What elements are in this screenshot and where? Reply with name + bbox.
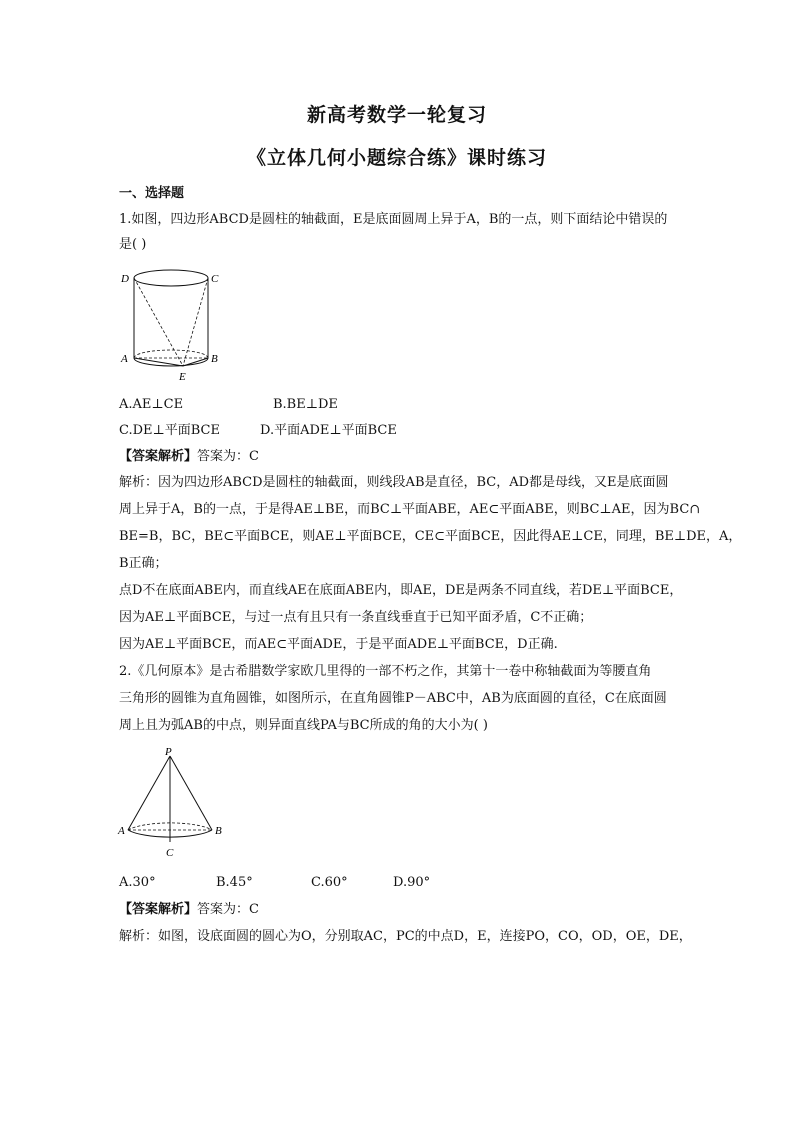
q1-stem-line: 是( ) [119, 237, 147, 252]
q1-analysis-line: 周上异于A，B的一点，于是得AE⊥BE，而BC⊥平面ABE，AE⊂平面ABE，则BC⊥AE，因为BC∩ [119, 502, 701, 517]
q1-analysis-line: 因为AE⊥平面BCE，与过一点有且只有一条直线垂直于已知平面矛盾，C不正确； [119, 610, 593, 625]
q1-option-c: C.DE⊥平面BCE [119, 423, 220, 438]
segment-pa [128, 756, 170, 830]
label-a: A [121, 353, 128, 365]
q2-stem-line: 2.《几何原本》是古希腊数学家欧几里得的一部不朽之作，其第十一卷中称轴截面为等腰直角 [119, 664, 652, 679]
label-b: B [211, 353, 218, 365]
segment-de [134, 278, 183, 366]
q1-analysis-line: 解析：因为四边形ABCD是圆柱的轴截面，则线段AB是直径，BC，AD都是母线，又E是底面圆 [119, 475, 669, 490]
label-p: P [165, 746, 172, 758]
label-d: D [121, 273, 129, 285]
q2-stem-line: 三角形的圆锥为直角圆锥，如图所示，在直角圆锥P－ABC中，AB为底面圆的直径，C在底面圆 [119, 691, 667, 706]
doc-subtitle: 《立体几何小题综合练》课时练习 [246, 147, 547, 169]
label-c: C [211, 273, 219, 285]
q2-analysis-line: 解析：如图，设底面圆的圆心为O，分别取AC，PC的中点D，E，连接PO，CO，OD，OE，DE， [119, 929, 692, 944]
segment-ae [134, 358, 183, 366]
q2-stem-line: 周上且为弧AB的中点，则异面直线PA与BC所成的角的大小为( ) [119, 718, 488, 733]
answer-label: 【答案解析】 [119, 902, 198, 917]
label-b: B [215, 825, 222, 837]
cylinder-bottom-back [134, 350, 208, 358]
q1-option-a: A.AE⊥CE [119, 397, 184, 412]
answer-text: 答案为：C [197, 902, 259, 917]
q1-analysis-line: 因为AE⊥平面BCE，而AE⊂平面ADE，于是平面ADE⊥平面BCE，D正确. [119, 637, 558, 652]
q1-stem-line: 1.如图，四边形ABCD是圆柱的轴截面，E是底面圆周上异于A，B的一点，则下面结论中错误的 [119, 212, 668, 227]
answer-label: 【答案解析】 [119, 449, 198, 464]
segment-ce [183, 278, 208, 366]
q1-option-b: B.BE⊥DE [273, 397, 338, 412]
doc-title: 新高考数学一轮复习 [306, 104, 487, 126]
q2-option-d: D.90° [393, 875, 431, 890]
q1-analysis-line: B正确； [119, 556, 168, 571]
cylinder-top-ellipse [134, 270, 208, 286]
cylinder-figure [116, 266, 226, 386]
q2-option-c: C.60° [311, 875, 348, 890]
q2-option-a: A.30° [119, 875, 156, 890]
section-heading: 一、选择题 [119, 186, 185, 201]
q2-answer [119, 900, 699, 920]
q2-option-b: B.45° [216, 875, 253, 890]
q1-analysis-line: 点D不在底面ABE内，而直线AE在底面ABE内，即AE，DE是两条不同直线，若DE⊥平面BCE， [119, 583, 683, 598]
answer-text: 答案为：C [197, 449, 259, 464]
label-e: E [179, 371, 186, 383]
q1-option-d: D.平面ADE⊥平面BCE [260, 423, 397, 438]
cone-figure [116, 746, 232, 866]
q1-analysis-line: BE=B，BC，BE⊂平面BCE，则AE⊥平面BCE，CE⊂平面BCE，因此得AE⊥CE，同理，BE⊥DE，A， [119, 529, 742, 544]
label-c: C [166, 847, 174, 859]
label-a: A [118, 825, 125, 837]
q1-answer [119, 447, 699, 467]
segment-pb [170, 756, 212, 830]
